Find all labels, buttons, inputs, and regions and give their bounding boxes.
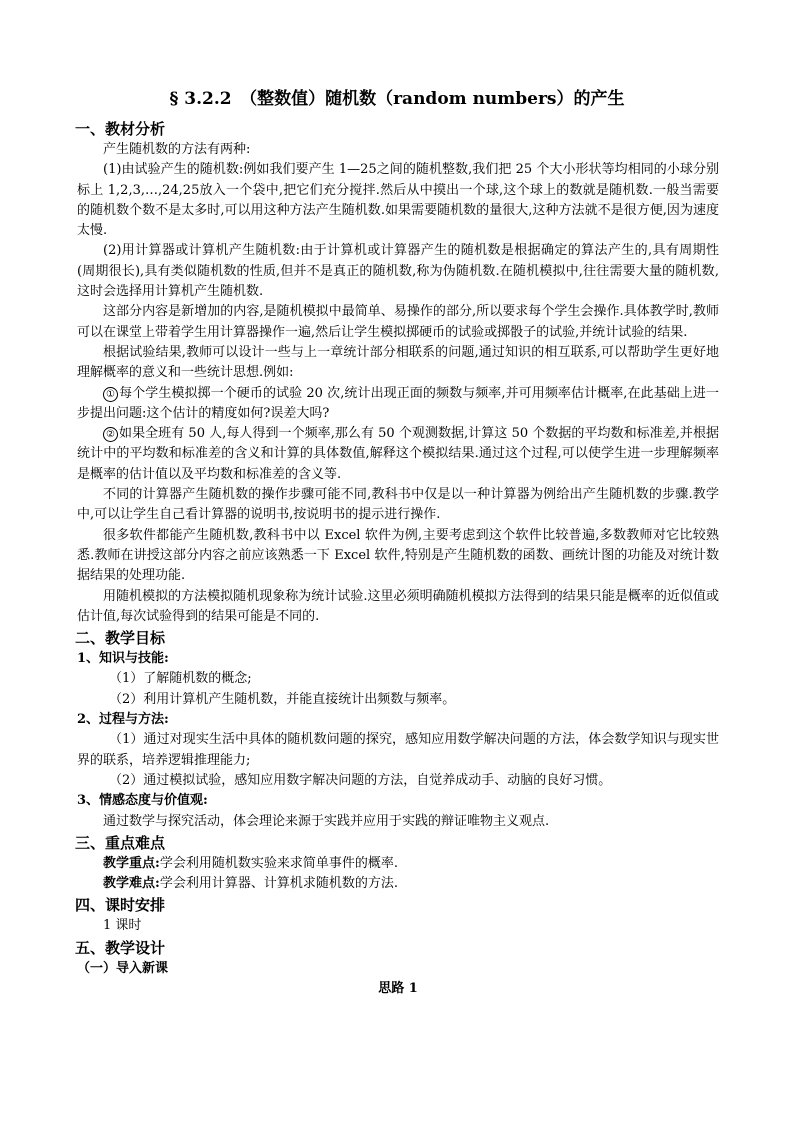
goal-item: （2）通过模拟试验，感知应用数字解决问题的方法，自觉养成动手、动脑的良好习惯。 (109, 772, 612, 788)
section-heading-schedule: 四、课时安排 (75, 896, 166, 915)
paragraph-item-1 (77, 384, 719, 425)
paragraph: 根据试验结果,教师可以设计一些与上一章统计部分相联系的问题,通过知识的相互联系,可以帮助学生更好地理解概率的意义和一些统计思想.例如: (77, 344, 719, 381)
paragraph-item-2 (77, 424, 719, 485)
paragraph-text: 如果全班有 50 人,每人得到一个频率,那么有 50 个观测数据,计算这 50 个数据的平均数和标准差,并根据统计中的平均数和标准差的含义和计算的具体数值,解释这个模拟结果.通过这个过程,可以使学生进一步理解频率是概率的估计值以及平均数和标准差的含义等. (77, 426, 719, 482)
paragraph: (1)由试验产生的随机数:例如我们要产生 1—25之间的随机整数,我们把 25 个大小形状等均相同的小球分别标上 1,2,3,…,24,25放入一个袋中,把它们充分搅拌.然后从中摸出一个球,这个球上的数就是随机数.一般当需要的随机数个数不是太多时,可以用这种方法产生随机数.如果需要随机数的量很大,这种方法就不是很方便,因为速度太慢. (77, 162, 719, 239)
goal-item: 通过数学与探究活动，体会理论来源于实践并应用于实践的辩证唯物主义观点. (103, 813, 550, 829)
subheading-attitudes-values: 3、情感态度与价值观: (77, 793, 208, 809)
paragraph: (2)用计算器或计算机产生随机数:由于计算机或计算器产生的随机数是根据确定的算法产生的,具有周期性(周期很长),具有类似随机数的性质,但并不是真正的随机数,称为伪随机数.在随机模拟中,往往需要大量的随机数,这时会选择用计算机产生随机数. (77, 243, 719, 300)
paragraph-text: 每个学生模拟掷一个硬币的试验 20 次,统计出现正面的频数与频率,并可用频率估计概率,在此基础上进一步提出问题:这个估计的精度如何?误差大吗? (77, 385, 719, 421)
subheading-knowledge-skills: 1、知识与技能: (77, 651, 169, 667)
paragraph: 这部分内容是新增加的内容,是随机模拟中最简单、易操作的部分,所以要求每个学生会操作.具体教学时,教师可以在课堂上带着学生用计算器操作一遍,然后让学生模拟掷硬币的试验或掷骰子的试验,并统计试验的结果. (77, 304, 719, 340)
key-point-label: 教学重点: (103, 855, 160, 871)
difficulty-label: 教学难点: (103, 876, 160, 892)
document-body (77, 118, 719, 999)
goal-item: （1）通过对现实生活中具体的随机数问题的探究，感知应用数学解决问题的方法，体会数学知识与现实世界的联系，培养逻辑推理能力; (77, 732, 719, 768)
circled-number-1: ① (103, 387, 118, 402)
difficulty-text: 学会利用计算器、计算机求随机数的方法. (159, 876, 398, 892)
idea-label: 思路 1 (378, 980, 418, 996)
paragraph: 产生随机数的方法有两种: (103, 142, 251, 157)
section-heading-teaching-design: 五、教学设计 (75, 938, 166, 957)
paragraph: 很多软件都能产生随机数,教科书中以 Excel 软件为例,主要考虑到这个软件比较普遍,多数教师对它比较熟悉.教师在讲授这部分内容之前应该熟悉一下 Excel 软件,特别是产生随机数的函数、画统计图的功能及对统计数据结果的处理功能. (77, 527, 719, 584)
key-point-text: 学会利用随机数实验来求简单事件的概率. (159, 855, 398, 871)
circled-number-2: ② (103, 427, 118, 442)
difficulty-point (77, 874, 719, 894)
paragraph: 不同的计算器产生随机数的操作步骤可能不同,教科书中仅是以一种计算器为例给出产生随机数的步骤.教学中,可以让学生自己看计算器的说明书,按说明书的提示进行操作. (77, 487, 719, 523)
subheading-introduction: （一）导入新课 (77, 960, 169, 976)
section-heading-textbook-analysis: 一、教材分析 (75, 120, 166, 138)
key-point (77, 854, 719, 874)
hours-text: 1 课时 (103, 918, 142, 934)
paragraph: 用随机模拟的方法模拟随机现象称为统计试验.这里必须明确随机模拟方法得到的结果只能是概率的近似值或估计值,每次试验得到的结果可能是不同的. (77, 588, 719, 624)
goal-item: （2）利用计算机产生随机数，并能直接统计出频数与频率。 (109, 691, 456, 707)
goal-item: （1）了解随机数的概念; (109, 671, 252, 687)
section-heading-teaching-goals: 二、教学目标 (75, 629, 166, 648)
page-title: § 3.2.2 （整数值）随机数（random numbers）的产生 (169, 89, 625, 109)
subheading-process-methods: 2、过程与方法: (77, 712, 169, 728)
section-heading-key-points: 三、重点难点 (75, 833, 166, 852)
